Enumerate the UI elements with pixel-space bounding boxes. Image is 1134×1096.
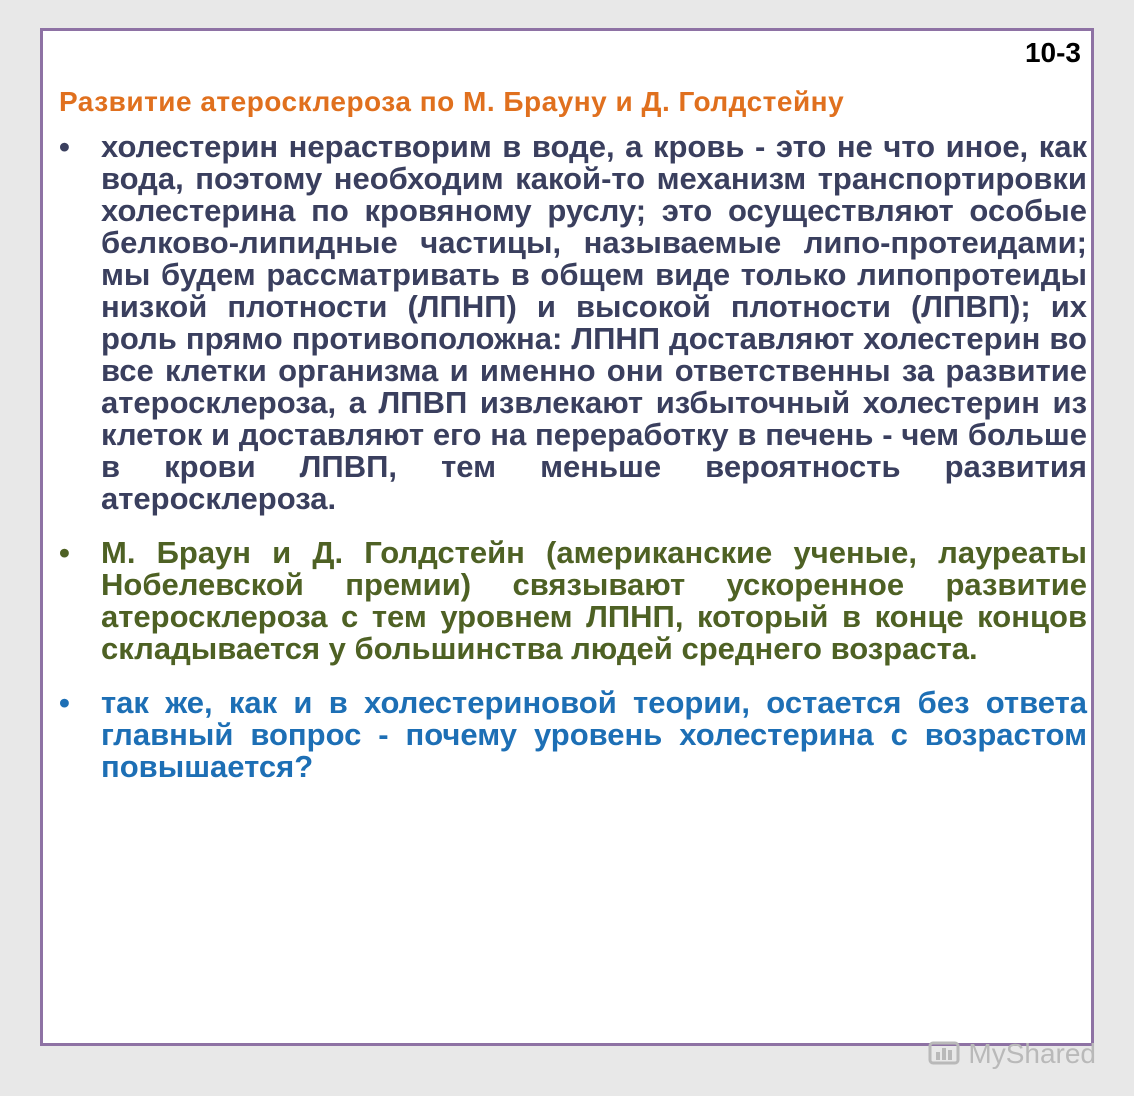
bullet-item-3 xyxy=(59,687,1087,783)
bullet-text: так же, как и в холестериновой теории, остается без ответа главный вопрос - почему уровень холестерина с возрастом повышается? xyxy=(101,685,1087,784)
watermark xyxy=(928,1038,1096,1070)
bullet-marker: • xyxy=(59,535,70,570)
bullet-marker: • xyxy=(59,685,70,720)
watermark-text: MyShared xyxy=(968,1038,1096,1069)
bullet-item-2 xyxy=(59,537,1087,665)
slide-number: 10-3 xyxy=(1024,37,1081,68)
bullet-list xyxy=(59,131,1087,805)
slide-frame xyxy=(40,28,1094,1046)
bullet-text: М. Браун и Д. Голдстейн (американские ученые, лауреаты Нобелевской премии) связывают ускоренное развитие атеросклероза с тем уровнем ЛПНП, который в конце концов складывается у большинства людей среднего возраста. xyxy=(101,535,1087,666)
bullet-marker: • xyxy=(59,129,70,164)
bullet-text: холестерин нерастворим в воде, а кровь - это не что иное, как вода, поэтому необходим какой-то механизм транспортировки холестерина по кровяному руслу; это осуществляют особые белково-липидные частицы, называемые липо-протеидами; мы будем рассматривать в общем виде только липопротеиды низкой плотности (ЛПНП) и высокой плотности (ЛПВП); их роль прямо противоположна: ЛПНП доставляют холестерин во все клетки организма и именно они ответственны за развитие атеросклероза, а ЛПВП извлекают избыточный холестерин из клеток и доставляют его на переработку в печень - чем больше в крови ЛПВП, тем меньше вероятность развития атеросклероза. xyxy=(101,129,1087,516)
slide-title: Развитие атеросклероза по М. Брауну и Д. Голдстейну xyxy=(59,86,845,117)
myshared-logo-icon xyxy=(928,1039,962,1069)
bullet-item-1 xyxy=(59,131,1087,515)
